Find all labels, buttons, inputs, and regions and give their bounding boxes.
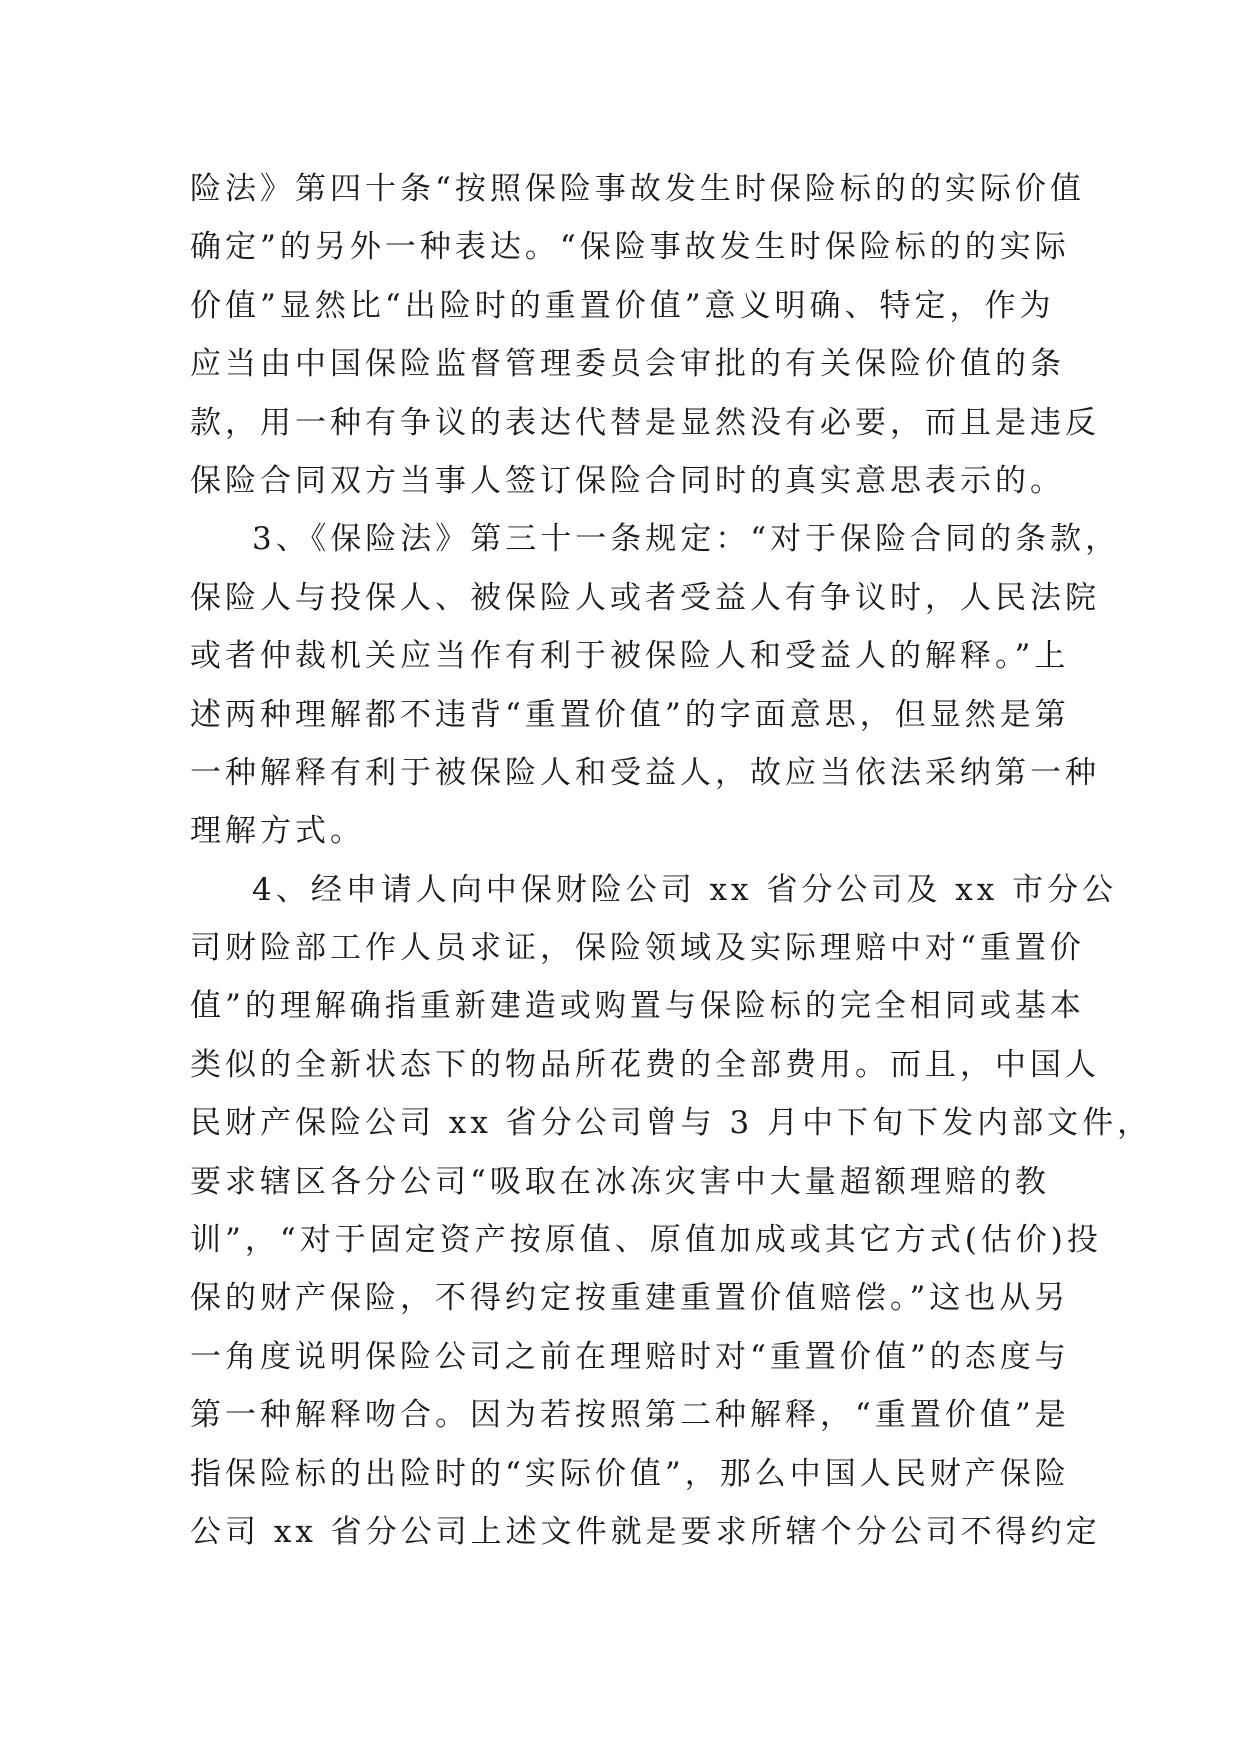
text-line: 一角度说明保险公司之前在理赔时对“重置价值”的态度与 [190,1338,1070,1375]
text-line: 理解方式。 [190,813,365,850]
text-line: 保险合同双方当事人签订保险合同时的真实意思表示的。 [190,462,1065,499]
text-line: 公司 xx 省分公司上述文件就是要求所辖个分公司不得约定 [190,1513,1101,1550]
text-line: 价值”显然比“出险时的重置价值”意义明确、特定，作为 [190,287,1055,324]
text-line: 3、《保险法》第三十一条规定：“对于保险合同的条款， [252,521,1121,558]
document-body [190,160,1153,1561]
text-line: 民财产保险公司 xx 省分公司曾与 3 月中下旬下发内部文件， [190,1105,1153,1142]
text-line: 类似的全新状态下的物品所花费的全部费用。而且，中国人 [190,1046,1100,1083]
text-line: 险法》第四十条“按照保险事故发生时保险标的的实际价值 [190,171,1085,207]
text-line: 应当由中国保险监督管理委员会审批的有关保险价值的条 [190,346,1065,383]
text-line: 指保险标的出险时的“实际价值”，那么中国人民财产保险 [190,1455,1070,1492]
text-line: 保的财产保险，不得约定按重建重置价值赔偿。”这也从另 [190,1280,1070,1317]
text-line: 要求辖区各分公司“吸取在冰冻灾害中大量超额理赔的教 [190,1163,1050,1200]
text-line: 或者仲裁机关应当作有利于被保险人和受益人的解释。”上 [190,638,1070,675]
text-line: 第一种解释吻合。因为若按照第二种解释，“重置价值”是 [190,1397,1070,1434]
text-line: 述两种理解都不违背“重置价值”的字面意思，但显然是第 [190,696,1070,733]
text-line: 确定”的另外一种表达。“保险事故发生时保险标的的实际 [190,229,1070,266]
text-line: 4、经申请人向中保财险公司 xx 省分公司及 xx 市分公 [252,871,1118,908]
text-line: 款，用一种有争议的表达代替是显然没有必要，而且是违反 [190,404,1100,441]
text-line: 司财险部工作人员求证，保险领域及实际理赔中对“重置价 [190,930,1085,967]
text-line: 保险人与投保人、被保险人或者受益人有争议时，人民法院 [190,579,1100,616]
text-line: 训”，“对于固定资产按原值、原值加成或其它方式(估价)投 [190,1222,1102,1259]
text-line: 一种解释有利于被保险人和受益人，故应当依法采纳第一种 [190,754,1100,791]
text-line: 值”的理解确指重新建造或购置与保险标的完全相同或基本 [190,988,1085,1025]
